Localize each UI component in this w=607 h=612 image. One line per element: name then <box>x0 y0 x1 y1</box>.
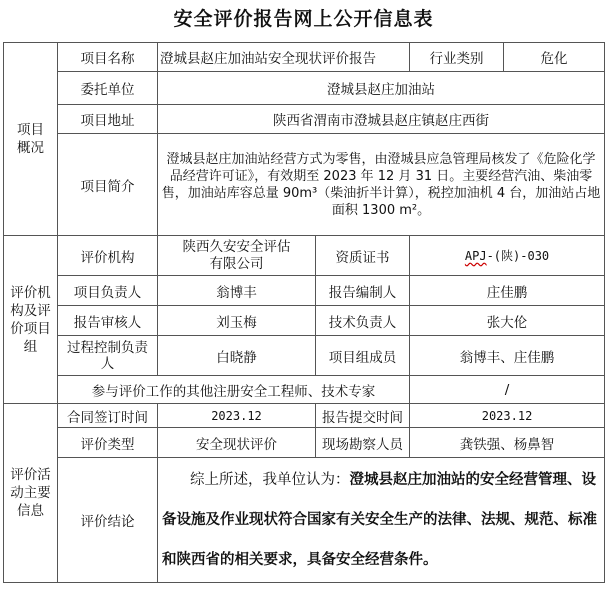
table-row <box>4 306 605 336</box>
survey-value: 龚铁强、杨鼻智 <box>410 428 605 458</box>
table-row <box>4 336 605 376</box>
table-row <box>4 134 605 236</box>
section-org: 评价机 构及评 价项目 组 <box>4 236 58 404</box>
table-row <box>4 404 605 428</box>
type-label: 评价类型 <box>58 428 158 458</box>
process-value: 白晓静 <box>158 336 316 376</box>
intro-value: 澄城县赵庄加油站经营方式为零售，由澄城县应急管理局核发了《危险化学品经营许可证》，有效期至 2023 年 12 月 31 日。主要经营汽油、柴油零售，加油站库容总量 90m³（柴油折半计算），税控加油机 4 台，加油站占地面积 1300 m²。 <box>158 134 605 236</box>
agency-label: 评价机构 <box>58 236 158 276</box>
submit-label: 报告提交时间 <box>316 404 410 428</box>
survey-label: 现场勘察人员 <box>316 428 410 458</box>
tech-label: 技术负责人 <box>316 306 410 336</box>
agency-value: 陕西久安安全评估 有限公司 <box>158 236 316 276</box>
reviewer-value: 刘玉梅 <box>158 306 316 336</box>
industry-label: 行业类别 <box>410 43 504 72</box>
members-value: 翁博丰、庄佳鹏 <box>410 336 605 376</box>
info-table <box>3 42 605 583</box>
table-row <box>4 43 605 72</box>
process-label: 过程控制负责 人 <box>58 336 158 376</box>
contract-label: 合同签订时间 <box>58 404 158 428</box>
client-label: 委托单位 <box>58 72 158 105</box>
leader-value: 翁博丰 <box>158 276 316 306</box>
intro-label: 项目简介 <box>58 134 158 236</box>
section-activity: 评价活 动主要 信息 <box>4 404 58 583</box>
table-row <box>4 428 605 458</box>
writer-label: 报告编制人 <box>316 276 410 306</box>
address-label: 项目地址 <box>58 105 158 134</box>
table-row <box>4 458 605 583</box>
leader-label: 项目负责人 <box>58 276 158 306</box>
experts-value: / <box>410 376 605 404</box>
table-row <box>4 105 605 134</box>
name-value: 澄城县赵庄加油站安全现状评价报告 <box>158 43 410 72</box>
tech-value: 张大伦 <box>410 306 605 336</box>
members-label: 项目组成员 <box>316 336 410 376</box>
submit-value: 2023.12 <box>410 404 605 428</box>
table-row <box>4 236 605 276</box>
table-row <box>4 376 605 404</box>
cert-value: APJ-(陕)-030 <box>410 236 605 276</box>
cert-label: 资质证书 <box>316 236 410 276</box>
client-value: 澄城县赵庄加油站 <box>158 72 605 105</box>
table-row <box>4 72 605 105</box>
conclusion-value: 综上所述，我单位认为：澄城县赵庄加油站的安全经营管理、设备设施及作业现状符合国家有关安全生产的法律、法规、规范、标准和陕西省的相关要求，具备安全经营条件。 <box>158 458 605 583</box>
writer-value: 庄佳鹏 <box>410 276 605 306</box>
conclusion-label: 评价结论 <box>58 458 158 583</box>
reviewer-label: 报告审核人 <box>58 306 158 336</box>
contract-value: 2023.12 <box>158 404 316 428</box>
type-value: 安全现状评价 <box>158 428 316 458</box>
table-row <box>4 276 605 306</box>
section-project: 项目 概况 <box>4 43 58 236</box>
page-title: 安全评价报告网上公开信息表 <box>173 8 434 30</box>
name-label: 项目名称 <box>58 43 158 72</box>
industry-value: 危化 <box>504 43 605 72</box>
address-value: 陕西省渭南市澄城县赵庄镇赵庄西街 <box>158 105 605 134</box>
experts-label: 参与评价工作的其他注册安全工程师、技术专家 <box>58 376 410 404</box>
